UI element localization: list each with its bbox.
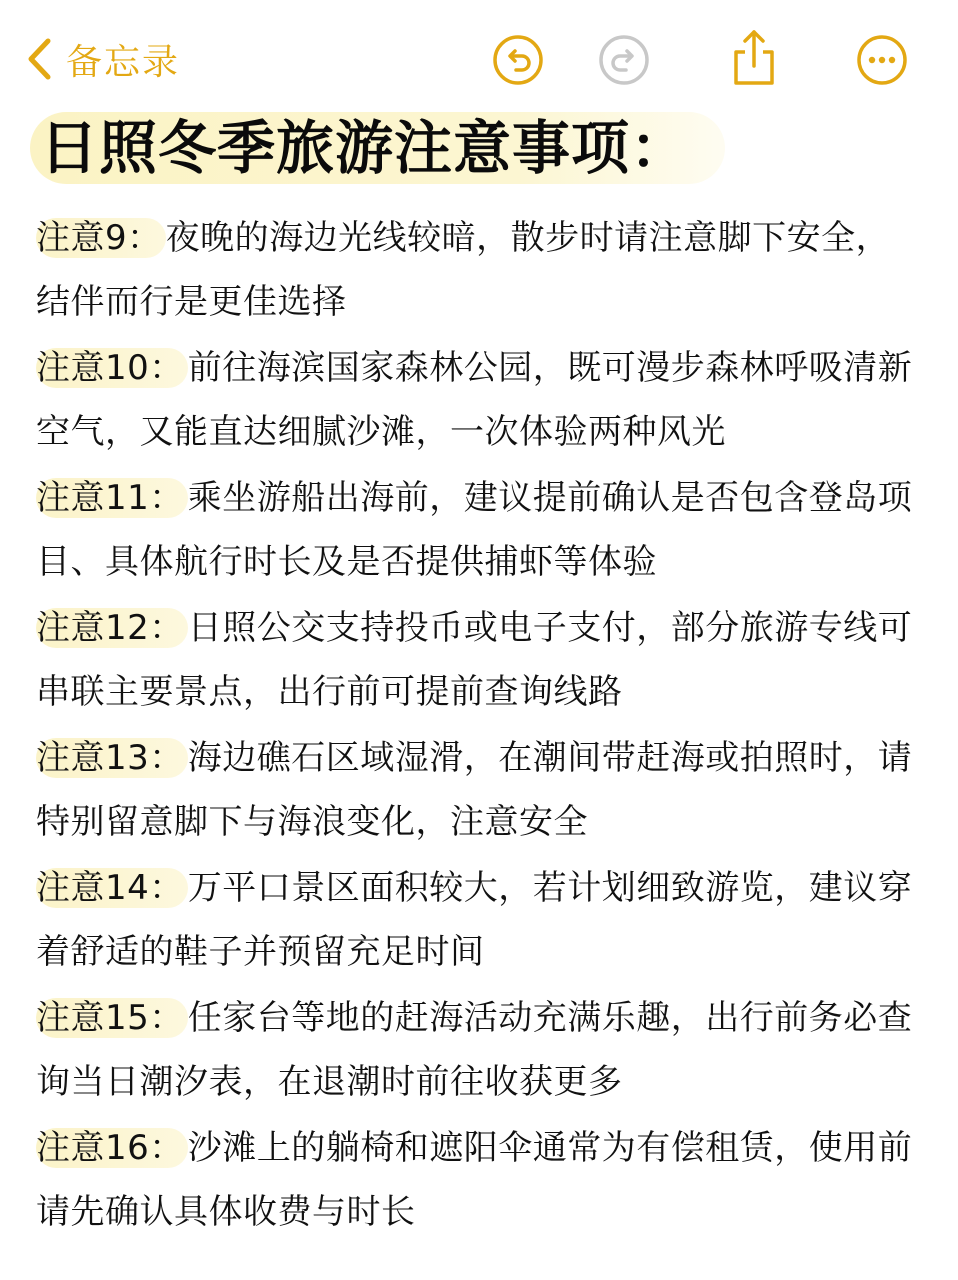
undo-icon (492, 34, 544, 86)
note-item (36, 986, 916, 1114)
share-icon (728, 28, 780, 88)
note-title: 日照冬季旅游注意事项： (30, 112, 725, 184)
note-label: 注意13： (36, 738, 188, 778)
undo-button[interactable] (492, 34, 544, 86)
note-text: 海边礁石区域湿滑，在潮间带赶海或拍照时，请特别留意脚下与海浪变化，注意安全 (36, 738, 913, 842)
back-label: 备忘录 (66, 41, 181, 83)
note-label: 注意12： (36, 608, 188, 648)
note-label: 注意9： (36, 218, 166, 258)
redo-icon (598, 34, 650, 86)
note-label: 注意16： (36, 1128, 188, 1168)
more-icon (856, 34, 908, 86)
notes-toolbar (0, 0, 958, 118)
note-item (36, 1116, 916, 1244)
note-text: 夜晚的海边光线较暗，散步时请注意脚下安全，结伴而行是更佳选择 (36, 218, 891, 322)
note-item (36, 206, 916, 334)
note-item (36, 466, 916, 594)
more-button[interactable] (856, 34, 908, 86)
note-text: 任家台等地的赶海活动充满乐趣，出行前务必查询当日潮汐表，在退潮时前往收获更多 (36, 998, 913, 1102)
note-text: 沙滩上的躺椅和遮阳伞通常为有偿租赁，使用前请先确认具体收费与时长 (36, 1128, 913, 1232)
title-wrap (30, 112, 725, 184)
note-text: 前往海滨国家森林公园，既可漫步森林呼吸清新空气，又能直达细腻沙滩，一次体验两种风光 (36, 348, 913, 452)
note-item (36, 726, 916, 854)
share-button[interactable] (728, 28, 780, 88)
redo-button[interactable] (598, 34, 650, 86)
note-item (36, 856, 916, 984)
note-text: 日照公交支持投币或电子支付，部分旅游专线可串联主要景点，出行前可提前查询线路 (36, 608, 913, 712)
note-body[interactable] (36, 206, 916, 1246)
back-button[interactable] (26, 34, 180, 84)
note-item (36, 336, 916, 464)
note-text: 万平口景区面积较大，若计划细致游览，建议穿着舒适的鞋子并预留充足时间 (36, 868, 913, 972)
chevron-left-icon (26, 37, 52, 81)
note-label: 注意15： (36, 998, 188, 1038)
note-label: 注意10： (36, 348, 188, 388)
note-item (36, 596, 916, 724)
note-text: 乘坐游船出海前，建议提前确认是否包含登岛项目、具体航行时长及是否提供捕虾等体验 (36, 478, 913, 582)
note-label: 注意14： (36, 868, 188, 908)
note-label: 注意11： (36, 478, 188, 518)
